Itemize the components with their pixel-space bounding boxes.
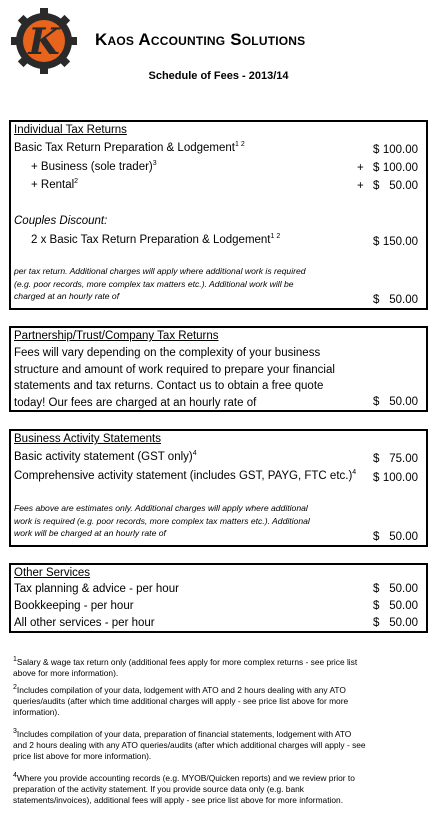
company-logo [10, 7, 78, 75]
comprehensive-activity-row: Comprehensive activity statement (includes GST, PAYG, FTC etc.)$^4$ [14, 469, 357, 482]
business-amount: 100.00 [382, 162, 418, 174]
service-amount: 50.00 [389, 583, 418, 595]
currency-symbol: $ [373, 144, 380, 156]
service-item: Bookkeeping - per hour [14, 600, 134, 612]
couples-row: 2 x Basic Tax Return Preparation & Lodgement$^{1 2}$ [31, 233, 281, 246]
rental-row: + Rental$^2$ [31, 178, 79, 191]
bas-hourly-amount: 50.00 [389, 531, 418, 543]
currency-symbol: $ [373, 617, 380, 629]
bas-note: Fees above are estimates only. Additional charges will apply where additional work is required (e.g. poor records, more complex tax matters etc.). Additional work will be charged at an hourly rate of [14, 503, 310, 538]
footnote-1: $^1$Salary & wage tax return only (additional fees apply for more complex returns - see price list above for more information). [13, 656, 358, 679]
section-heading: Business Activity Statements [14, 433, 162, 445]
logo-letter: K [28, 21, 60, 63]
currency-symbol: $ [373, 600, 380, 612]
currency-symbol: $ [373, 180, 380, 192]
individual-tax-returns-section [9, 120, 428, 310]
plus-sign: + [357, 162, 364, 174]
schedule-title: Schedule of Fees - 2013/14 [148, 70, 289, 82]
currency-symbol: $ [373, 531, 380, 543]
basic-return-row: Basic Tax Return Preparation & Lodgement$^{1 2}$ [14, 141, 245, 154]
currency-symbol: $ [373, 453, 380, 465]
currency-symbol: $ [373, 472, 380, 484]
service-amount: 50.00 [389, 600, 418, 612]
footnote-4: $^4$Where you provide accounting records (e.g. MYOB/Quicken reports) and we review prior to preparation of the activity statement. If you provide source data only (e.g. bank statements/invoices), additional fees will apply - see price list above for more information. [13, 772, 355, 806]
basic-activity-row: Basic activity statement (GST only)$^4$ [14, 450, 197, 463]
currency-symbol: $ [373, 396, 380, 408]
partnership-section [9, 326, 428, 412]
currency-symbol: $ [373, 583, 380, 595]
service-item: All other services - per hour [14, 617, 155, 629]
service-amount: 50.00 [389, 617, 418, 629]
footnote-2: $^2$Includes compilation of your data, lodgement with ATO and 2 hours dealing with any ATO queries/audits (after which time additional charges will apply - see price list above for more information). [13, 684, 349, 718]
plus-sign: + [357, 180, 364, 192]
bas-section [9, 429, 428, 547]
rental-amount: 50.00 [389, 180, 418, 192]
couples-amount: 150.00 [382, 236, 418, 248]
company-name: Kaos Accounting Solutions [95, 30, 306, 49]
basic-return-amount: 100.00 [382, 144, 418, 156]
business-row: + Business (sole trader)$^3$ [31, 160, 157, 173]
other-services-section [9, 563, 428, 633]
currency-symbol: $ [373, 294, 380, 306]
couples-discount-heading: Couples Discount: [14, 215, 108, 227]
section-heading: Partnership/Trust/Company Tax Returns [14, 330, 219, 342]
section-heading: Other Services [14, 567, 91, 579]
individual-note: per tax return. Additional charges will apply where additional work is required (e.g. poor records, more complex tax matters etc.). Additional work will be charged at an hourly rate of [14, 266, 306, 301]
currency-symbol: $ [373, 236, 380, 248]
comprehensive-activity-amount: 100.00 [382, 472, 418, 484]
footnote-3: $^3$Includes compilation of your data, preparation of financial statements, lodgement with ATO and 2 hours dealing with any ATO queries/audits (after which additional charges will apply - see price list above for more information). [13, 728, 366, 762]
basic-activity-amount: 75.00 [389, 453, 418, 465]
currency-symbol: $ [373, 162, 380, 174]
partnership-amount: 50.00 [389, 396, 418, 408]
partnership-description: Fees will vary depending on the complexity of your business structure and amount of work required to prepare your financial statements and tax returns. Contact us to obtain a free quote today! Our fees are charged at an hourly rate of [14, 347, 335, 409]
section-heading: Individual Tax Returns [14, 124, 127, 136]
individual-hourly-amount: 50.00 [389, 294, 418, 306]
service-item: Tax planning & advice - per hour [14, 583, 179, 595]
